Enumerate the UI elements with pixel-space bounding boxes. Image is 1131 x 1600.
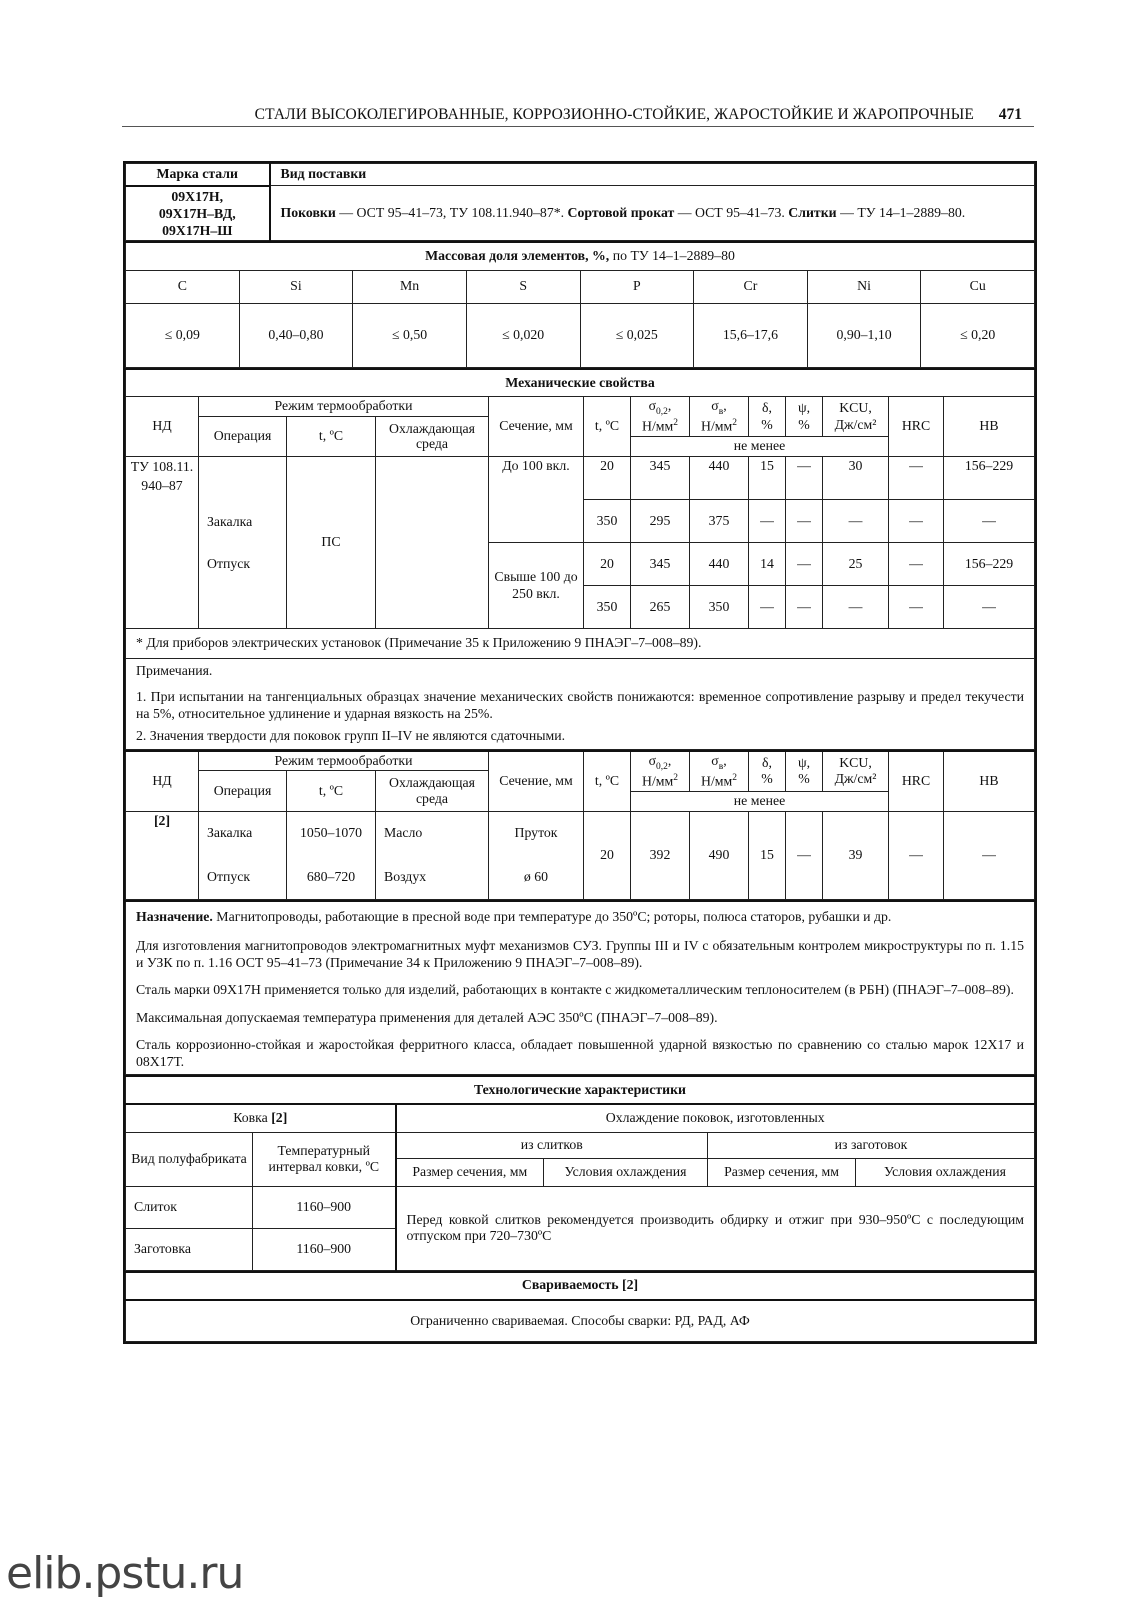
psi-symbol: ψ, bbox=[797, 754, 811, 770]
data-cell: 14 bbox=[749, 543, 786, 586]
size-header: Размер сечения, мм bbox=[396, 1158, 544, 1186]
col-mode: Режим термообработки bbox=[199, 397, 489, 417]
element-value: ≤ 0,09 bbox=[126, 303, 240, 367]
data-cell: — bbox=[889, 811, 944, 899]
supply-label: Вид поставки bbox=[270, 164, 1035, 186]
data-cell: 490 bbox=[690, 811, 749, 899]
data-cell: — bbox=[786, 811, 823, 899]
kcu-label: KCU, bbox=[839, 754, 872, 770]
section-value: ø 60 bbox=[489, 855, 584, 899]
mech-title: Механические свойства bbox=[126, 369, 1035, 397]
data-cell: — bbox=[823, 500, 889, 543]
unit: % bbox=[798, 771, 810, 787]
forging-header bbox=[126, 1104, 396, 1132]
data-cell: 20 bbox=[584, 811, 631, 899]
col-psi bbox=[786, 751, 823, 792]
sigma-symbol: σ bbox=[648, 752, 657, 768]
forging-label: Ковка bbox=[233, 1110, 272, 1126]
kcu-label: KCU, bbox=[839, 400, 872, 416]
interval-value: 1160–900 bbox=[253, 1228, 396, 1270]
data-cell: — bbox=[889, 586, 944, 629]
operation-name: Отпуск bbox=[199, 855, 287, 899]
element-symbol: Cr bbox=[694, 270, 808, 303]
data-cell: 440 bbox=[690, 457, 749, 500]
data-cell: 156–229 bbox=[944, 457, 1035, 500]
unit: Н/мм bbox=[700, 773, 733, 789]
purpose-table bbox=[125, 900, 1035, 1076]
data-cell: 440 bbox=[690, 543, 749, 586]
grade-label: Марка стали bbox=[126, 164, 270, 186]
semi-name: Заготовка bbox=[126, 1228, 253, 1270]
sigma-symbol: σ bbox=[711, 752, 719, 768]
purpose-p2: Для изготовления магнитопроводов электромагнитных муфт механизмов СУЗ. Группы III и IV с обязательным контролем микроструктуры по п. 1.15 и УЗК по п. 1.16 ОСТ 95–41–73 (Примечание 34 к Приложению 9 ПНАЭГ–7–008–89). bbox=[136, 937, 1024, 971]
cooling-cell bbox=[376, 457, 489, 629]
interval-header: Температурный интервал ковки, ºС bbox=[253, 1132, 396, 1186]
grade-name-line: 09Х17Н–Ш bbox=[162, 222, 233, 238]
sigma-sub: в bbox=[718, 406, 724, 417]
col-hrc: HRC bbox=[889, 397, 944, 457]
element-symbol: P bbox=[580, 270, 694, 303]
data-cell: — bbox=[749, 500, 786, 543]
col-sigma02: $\sigma_{0,2}$, $Н/мм^2$ bbox=[631, 397, 690, 437]
col-temp: t, ºС bbox=[287, 416, 376, 456]
interval-value: 1160–900 bbox=[253, 1186, 396, 1228]
footnote: * Для приборов электрических установок (Примечание 35 к Приложению 9 ПНАЭГ–7–008–89). bbox=[126, 629, 1035, 659]
data-cell: 345 bbox=[631, 457, 690, 500]
col-hb: HB bbox=[944, 751, 1035, 811]
psi-symbol: ψ, bbox=[797, 400, 811, 416]
element-symbol: Cu bbox=[921, 270, 1035, 303]
data-cell: — bbox=[786, 457, 823, 500]
semi-header: Вид полуфабриката bbox=[126, 1132, 253, 1186]
not-less-label: не менее bbox=[631, 437, 889, 457]
composition-title-bold: Массовая доля элементов, %, bbox=[425, 248, 610, 264]
col-operation: Операция bbox=[199, 771, 287, 811]
notes-title: Примечания. bbox=[136, 662, 213, 678]
unit-sup: 2 bbox=[673, 772, 678, 783]
col-kcu bbox=[823, 397, 889, 437]
col-psi bbox=[786, 397, 823, 437]
section-cell: До 100 вкл. bbox=[489, 457, 584, 543]
supply-term: Сортовой прокат bbox=[567, 204, 675, 220]
running-title: СТАЛИ ВЫСОКОЛЕГИРОВАННЫЕ, КОРРОЗИОННО-СТОЙКИЕ, ЖАРОСТОЙКИЕ И ЖАРОПРОЧНЫЕ bbox=[254, 106, 974, 123]
supply-text bbox=[270, 186, 1035, 241]
section-value: Пруток bbox=[489, 811, 584, 855]
data-cell: 20 bbox=[584, 457, 631, 500]
unit: Дж/см² bbox=[834, 771, 877, 787]
col-delta bbox=[749, 397, 786, 437]
weld-text: Ограниченно свариваемая. Способы сварки: РД, РАД, АФ bbox=[126, 1300, 1035, 1342]
data-cell: — bbox=[944, 811, 1035, 899]
element-symbol: Ni bbox=[807, 270, 921, 303]
weld-title: Свариваемость [2] bbox=[126, 1272, 1035, 1300]
data-cell: 25 bbox=[823, 543, 889, 586]
purpose-p3: Сталь марки 09Х17Н применяется только для изделий, работающих в контакте с жидкометаллическим теплоносителем (в РБН) (ПНАЭГ–7–008–89). bbox=[136, 982, 1014, 998]
sigma-sub: 0,2 bbox=[656, 406, 668, 417]
purpose-p4: Максимальная допускаемая температура применения для деталей АЭС 350ºС (ПНАЭГ–7–008–89). bbox=[136, 1009, 718, 1025]
grade-name-line: 09Х17Н, bbox=[171, 188, 224, 204]
cooling-value: Масло bbox=[376, 811, 489, 855]
operation-name: Отпуск bbox=[207, 555, 251, 571]
col-delta bbox=[749, 751, 786, 792]
data-cell: — bbox=[889, 500, 944, 543]
sigma-sub: 0,2 bbox=[656, 761, 668, 772]
col-ttest: t, ºС bbox=[584, 397, 631, 457]
element-symbol: Mn bbox=[353, 270, 467, 303]
operation-name: Закалка bbox=[207, 514, 253, 530]
purpose-label: Назначение. bbox=[136, 908, 213, 924]
temp-value: 1050–1070 bbox=[287, 811, 376, 855]
purpose-p1 bbox=[136, 908, 1024, 925]
element-value: ≤ 0,50 bbox=[353, 303, 467, 367]
from-ingots-header: из слитков bbox=[396, 1132, 708, 1158]
section-cell: Свыше 100 до 250 вкл. bbox=[489, 543, 584, 629]
element-symbol: S bbox=[466, 270, 580, 303]
data-cell: — bbox=[749, 586, 786, 629]
supply-spec: — ОСТ 95–41–73. bbox=[674, 204, 789, 220]
weld-table bbox=[125, 1271, 1035, 1343]
running-header bbox=[122, 104, 1034, 127]
cooling-note: Перед ковкой слитков рекомендуется производить обдирку и отжиг при 930–950ºС с последующим отпуском при 720–730ºС bbox=[396, 1186, 1035, 1270]
data-cell: 265 bbox=[631, 586, 690, 629]
supply-term: Слитки bbox=[788, 204, 837, 220]
mechanical-table-1 bbox=[125, 368, 1035, 750]
unit: Дж/см² bbox=[834, 416, 877, 432]
cooling-value: Воздух bbox=[376, 855, 489, 899]
col-hb: HB bbox=[944, 397, 1035, 457]
element-symbol: Si bbox=[239, 270, 353, 303]
data-cell: — bbox=[786, 543, 823, 586]
data-cell: — bbox=[944, 586, 1035, 629]
element-value: ≤ 0,025 bbox=[580, 303, 694, 367]
data-cell: — bbox=[786, 500, 823, 543]
element-value: ≤ 0,20 bbox=[921, 303, 1035, 367]
not-less-label: не менее bbox=[631, 792, 889, 812]
cond-header: Условия охлаждения bbox=[856, 1158, 1035, 1186]
composition-table bbox=[125, 241, 1035, 368]
unit: Н/мм bbox=[641, 773, 674, 789]
unit: % bbox=[761, 416, 773, 432]
data-cell: 345 bbox=[631, 543, 690, 586]
supply-spec: — ОСТ 95–41–73, ТУ 108.11.940–87*. bbox=[335, 204, 568, 220]
unit: % bbox=[798, 416, 810, 432]
unit: Н/мм bbox=[641, 418, 674, 434]
col-temp: t, ºС bbox=[287, 771, 376, 811]
mechanical-table-2 bbox=[125, 750, 1035, 900]
unit: % bbox=[761, 771, 773, 787]
data-cell: 375 bbox=[690, 500, 749, 543]
data-cell: — bbox=[786, 586, 823, 629]
data-cell: 156–229 bbox=[944, 543, 1035, 586]
grade-name-line: 09Х17Н–ВД, bbox=[158, 205, 236, 221]
data-cell: 39 bbox=[823, 811, 889, 899]
nd-cell: ТУ 108.11. 940–87 bbox=[126, 457, 199, 629]
data-cell: 392 bbox=[631, 811, 690, 899]
semi-name: Слиток bbox=[126, 1186, 253, 1228]
col-sigmav: $\sigma_в$, $Н/мм^2$ bbox=[690, 751, 749, 792]
watermark: elib.pstu.ru bbox=[6, 1548, 244, 1599]
element-value: 0,40–0,80 bbox=[239, 303, 353, 367]
element-value: 0,90–1,10 bbox=[807, 303, 921, 367]
data-cell: — bbox=[889, 543, 944, 586]
tech-title: Технологические характеристики bbox=[126, 1076, 1035, 1104]
data-cell: 20 bbox=[584, 543, 631, 586]
delta-symbol: δ, bbox=[762, 754, 772, 770]
col-ttest: t, ºС bbox=[584, 751, 631, 811]
size-header: Размер сечения, мм bbox=[708, 1158, 856, 1186]
col-cooling: Охлаждающая среда bbox=[376, 416, 489, 456]
col-operation: Операция bbox=[199, 416, 287, 456]
page-number: 471 bbox=[998, 106, 1022, 123]
cond-header: Условия охлаждения bbox=[544, 1158, 708, 1186]
data-cell: 15 bbox=[749, 811, 786, 899]
unit-sup: 2 bbox=[732, 772, 737, 783]
col-nd: НД bbox=[126, 397, 199, 457]
cooling-header: Охлаждение поковок, изготовленных bbox=[396, 1104, 1035, 1132]
forging-ref: [2] bbox=[271, 1110, 288, 1126]
grade-name bbox=[126, 186, 270, 241]
col-kcu bbox=[823, 751, 889, 792]
data-cell: 350 bbox=[584, 500, 631, 543]
col-section: Сечение, мм bbox=[489, 751, 584, 811]
operation-name: Закалка bbox=[199, 811, 287, 855]
col-cooling: Охлаждающая среда bbox=[376, 771, 489, 811]
supply-term: Поковки bbox=[280, 204, 336, 220]
unit-sup: 2 bbox=[732, 418, 737, 429]
element-symbol: C bbox=[126, 270, 240, 303]
nd-cell: [2] bbox=[126, 811, 199, 899]
data-cell: 30 bbox=[823, 457, 889, 500]
sigma-symbol: σ bbox=[648, 398, 657, 414]
col-sigma02: $\sigma_{0,2}$, $Н/мм^2$ bbox=[631, 751, 690, 792]
data-cell: 295 bbox=[631, 500, 690, 543]
tech-table bbox=[125, 1075, 1035, 1271]
purpose-p5: Сталь коррозионно-стойкая и жаростойкая ферритного класса, обладает повышенной ударной вязкостью по сравнению со сталью марок 12Х17 и 08Х17Т. bbox=[136, 1036, 1024, 1069]
grade-table bbox=[125, 163, 1035, 241]
data-cell: — bbox=[823, 586, 889, 629]
temp-value: 680–720 bbox=[287, 855, 376, 899]
data-cell: 350 bbox=[690, 586, 749, 629]
operation-cell bbox=[199, 457, 287, 629]
element-value: ≤ 0,020 bbox=[466, 303, 580, 367]
from-billets-header: из заготовок bbox=[708, 1132, 1035, 1158]
col-hrc: HRC bbox=[889, 751, 944, 811]
col-nd: НД bbox=[126, 751, 199, 811]
sigma-symbol: σ bbox=[711, 398, 719, 414]
temp-cell: ПС bbox=[287, 457, 376, 629]
delta-symbol: δ, bbox=[762, 400, 772, 416]
data-cell: — bbox=[889, 457, 944, 500]
purpose-text: Магнитопроводы, работающие в пресной воде при температуре до 350ºС; роторы, полюса статоров, рубашки и др. bbox=[212, 908, 892, 924]
steel-datasheet bbox=[123, 161, 1037, 1344]
note-2: 2. Значения твердости для поковок групп II–IV не являются сдаточными. bbox=[136, 728, 566, 744]
sigma-sub: в bbox=[718, 761, 724, 772]
col-section: Сечение, мм bbox=[489, 397, 584, 457]
purpose-block bbox=[126, 901, 1035, 1075]
data-cell: 350 bbox=[584, 586, 631, 629]
supply-spec: — ТУ 14–1–2889–80. bbox=[836, 204, 966, 220]
element-value: 15,6–17,6 bbox=[694, 303, 808, 367]
composition-title-rest: по ТУ 14–1–2889–80 bbox=[609, 248, 735, 264]
col-sigmav: $\sigma_в$, $Н/мм^2$ bbox=[690, 397, 749, 437]
data-cell: — bbox=[944, 500, 1035, 543]
note-1: 1. При испытании на тангенциальных образцах значение механических свойств понижаются: временное сопротивление разрыву и предел текучести на 5%, относительное удлинение и ударная вязкость на 25%. bbox=[136, 689, 1024, 721]
data-cell: 15 bbox=[749, 457, 786, 500]
notes bbox=[126, 658, 1035, 749]
unit: Н/мм bbox=[700, 418, 733, 434]
unit-sup: 2 bbox=[673, 418, 678, 429]
composition-title bbox=[126, 242, 1035, 270]
col-mode: Режим термообработки bbox=[199, 751, 489, 771]
